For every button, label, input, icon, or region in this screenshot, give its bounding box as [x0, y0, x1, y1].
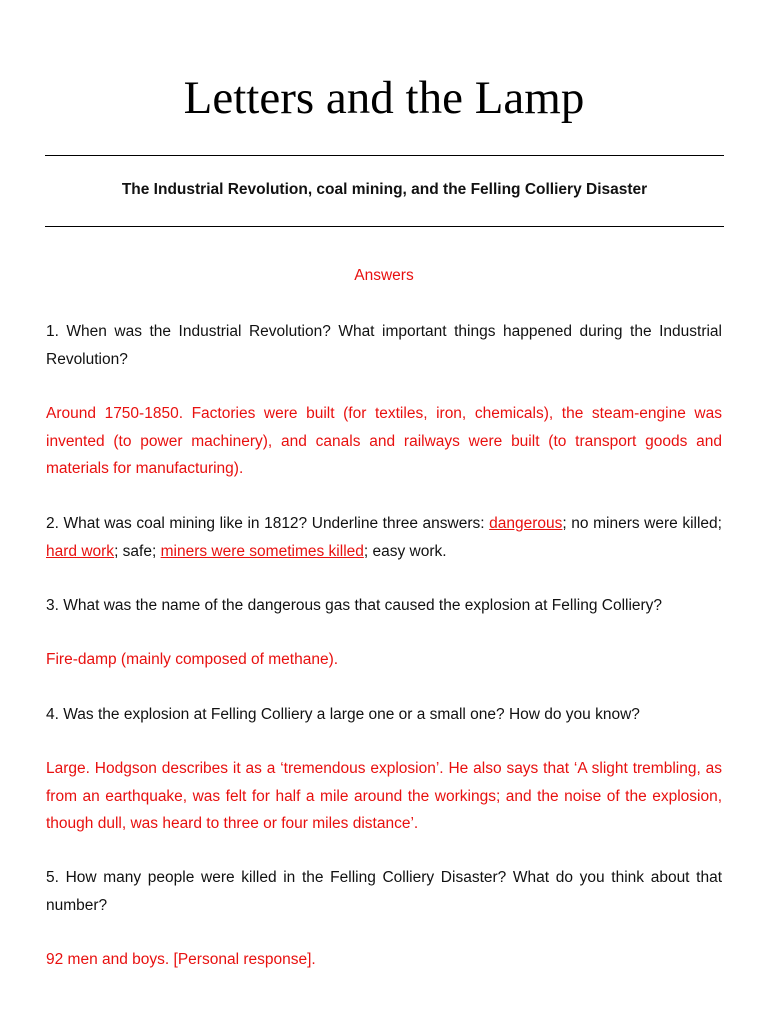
top-divider [45, 155, 724, 156]
underlined-answer-miners-killed: miners were sometimes killed [160, 542, 364, 560]
document-subtitle: The Industrial Revolution, coal mining, and the Felling Colliery Disaster [121, 181, 648, 198]
answer-1: Around 1750-1850. Factories were built (for textiles, iron, chemicals), the steam-engine was invented (to power machinery), and canals and railways were built (to transport goods and materials for manufacturing). [46, 405, 722, 477]
underlined-answer-dangerous: dangerous [489, 515, 563, 532]
question-4: 4. Was the explosion at Felling Colliery a large one or a small one? How do you know? [46, 706, 640, 723]
question-5: 5. How many people were killed in the Felling Colliery Disaster? What do you think about that number? [46, 869, 722, 914]
question-2-separator-1: ; no miners were killed; [562, 515, 722, 532]
answer-4: Large. Hodgson describes it as a ‘tremendous explosion’. He also says that ‘A slight trembling, as from an earthquake, was felt for half a mile around the workings; and the noise of the explosion, though dull, was heard to three or four miles distance’. [46, 760, 722, 832]
question-2-separator-2: ; safe; [114, 542, 161, 560]
underlined-answer-hard-work: hard work [46, 542, 115, 560]
question-2-suffix: ; easy work. [363, 542, 447, 560]
document-title: Letters and the Lamp [183, 72, 585, 124]
answer-5: 92 men and boys. [Personal response]. [46, 951, 316, 968]
question-1: 1. When was the Industrial Revolution? What important things happened during the Industrial Revolution? [46, 323, 722, 368]
answer-3: Fire-damp (mainly composed of methane). [46, 651, 339, 668]
answers-heading: Answers [354, 267, 414, 284]
bottom-divider [45, 226, 724, 227]
question-2 [46, 510, 722, 565]
question-3: 3. What was the name of the dangerous gas that caused the explosion at Felling Colliery? [46, 597, 663, 614]
question-2-prefix: 2. What was coal mining like in 1812? Underline three answers: [46, 515, 490, 532]
